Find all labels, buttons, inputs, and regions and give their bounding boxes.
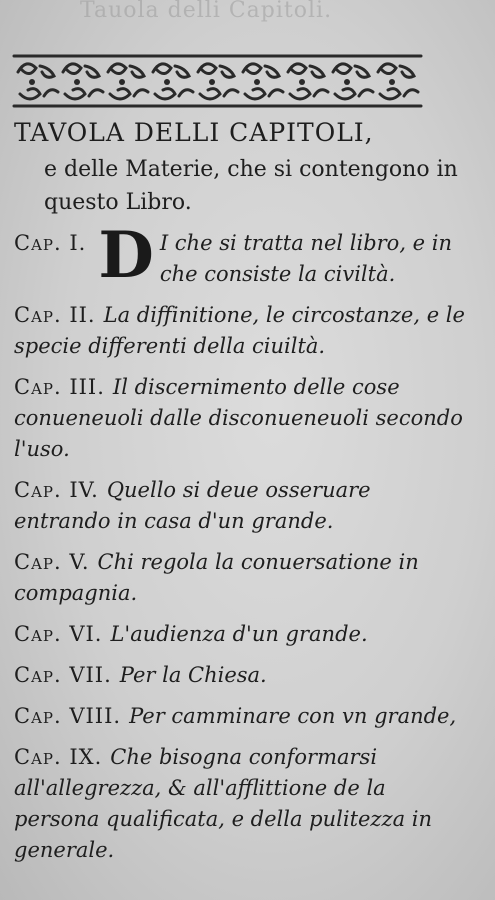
chapter-title: La diffinitione, le circostanze, e le specie differenti della ciuiltà.: [14, 303, 465, 358]
chapter-entry: [14, 742, 470, 866]
chapter-title: Per la Chiesa.: [119, 663, 267, 687]
chapter-number: Cap. V.: [14, 550, 90, 574]
chapter-list: [14, 218, 470, 876]
decorative-headpiece: [10, 50, 425, 112]
page-subtitle: e delle Materie, che si contengono in questo Libro.: [44, 157, 458, 215]
chapter-entry: [14, 701, 470, 732]
chapter-number: Cap. VIII.: [14, 704, 122, 728]
chapter-number: Cap. II.: [14, 303, 96, 327]
chapter-title: Chi regola la conuersatione in compagnia.: [14, 550, 419, 605]
chapter-title: Per camminare con vn grande,: [129, 704, 457, 728]
chapter-number: Cap. IV.: [14, 478, 99, 502]
chapter-number: Cap. III.: [14, 375, 105, 399]
chapter-entry: [14, 372, 470, 465]
chapter-number: Cap. I.: [14, 231, 87, 255]
chapter-number: Cap. VI.: [14, 622, 103, 646]
chapter-entry: [14, 547, 470, 609]
chapter-title: Quello si deue osseruare entrando in casa d'un grande.: [14, 478, 371, 533]
chapter-entry: [14, 619, 470, 650]
chapter-entry: [14, 660, 470, 691]
chapter-entry: [14, 475, 470, 537]
chapter-title: Il discernimento delle cose conueneuoli dalle disconueneuoli secondo l'uso.: [14, 375, 463, 461]
chapter-title: Che bisogna conformarsi all'allegrezza, & all'afflittione de la persona qualificata, e della pulitezza in generale.: [14, 745, 433, 862]
chapter-number: Cap. IX.: [14, 745, 103, 769]
drop-cap: D: [98, 218, 154, 293]
page-title: TAVOLA DELLI CAPITOLI,: [14, 118, 374, 147]
chapter-title: I che si tratta nel libro, e in che consiste la civiltà.: [159, 231, 453, 286]
chapter-entry: [14, 218, 470, 293]
ornament-border-icon: [10, 50, 425, 112]
chapter-entry: [14, 300, 470, 362]
bleed-through-text: Tauola delli Capitoli.: [80, 0, 333, 23]
chapter-number: Cap. VII.: [14, 663, 112, 687]
chapter-title: L'audienza d'un grande.: [110, 622, 368, 646]
